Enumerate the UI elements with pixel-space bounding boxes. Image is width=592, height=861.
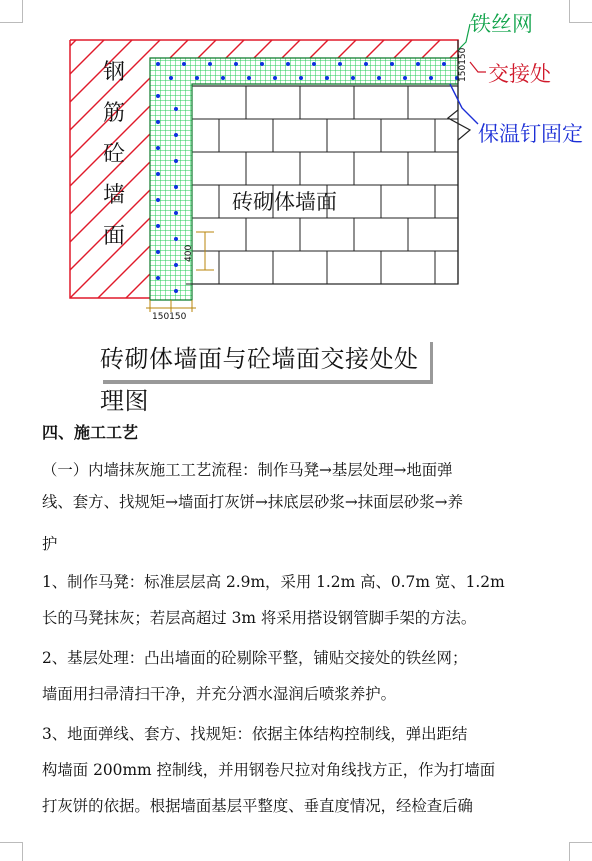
insulation-nail-dot xyxy=(325,76,329,80)
insulation-nail-dot xyxy=(208,62,212,66)
insulation-nail-dot xyxy=(221,76,225,80)
figure-caption: 砖砌体墙面与砼墙面交接处处理图 xyxy=(100,338,430,380)
brick-wall xyxy=(186,86,458,284)
hatch-line xyxy=(0,20,152,320)
insulation-nail-dot xyxy=(174,263,178,267)
wall-label-char: 墙 xyxy=(102,183,125,208)
hatch-line xyxy=(0,20,68,320)
dimension-400: 400 xyxy=(184,244,194,262)
insulation-nail-dot xyxy=(429,76,433,80)
insulation-nail-dot xyxy=(416,62,420,66)
paragraph-line: 墙面用扫帚清扫干净，并充分洒水湿润后喷浆养护。 xyxy=(42,685,396,703)
hatch-line xyxy=(580,20,592,320)
leader-junction xyxy=(470,62,486,72)
wall-label-char: 钢 xyxy=(102,60,125,85)
insulation-nail-dot xyxy=(174,237,178,241)
paragraph-line: 构墙面 200mm 控制线，并用钢卷尺拉对角线找方正，作为打墙面 xyxy=(42,761,496,779)
paragraph-line: 3、地面弹线、套方、找规矩：依据主体结构控制线，弹出距结 xyxy=(42,725,468,743)
insulation-nail-dot xyxy=(156,198,160,202)
rebar-concrete-wall-label xyxy=(100,52,128,257)
paragraph-line: （一）内墙抹灰施工工艺流程：制作马凳→基层处理→地面弹 xyxy=(42,461,453,479)
leader-wire-mesh xyxy=(458,24,470,50)
insulation-nail-dot xyxy=(299,76,303,80)
dimension-bottom: 150150 xyxy=(152,312,187,322)
crop-mark-bottom-right xyxy=(569,842,592,861)
insulation-nail-dot xyxy=(156,224,160,228)
brick-wall-label: 砖砌体墙面 xyxy=(232,190,337,214)
dimension-right: 150150 xyxy=(458,47,468,82)
paragraph-line: 线、套方、找规矩→墙面打灰饼→抹底层砂浆→抹面层砂浆→养 xyxy=(42,493,463,511)
insulation-nail-dot xyxy=(195,76,199,80)
hatch-line xyxy=(0,20,40,320)
insulation-nail-dot xyxy=(390,62,394,66)
insulation-nail-dot xyxy=(174,289,178,293)
insulation-nail-dot xyxy=(234,62,238,66)
section-title: 四、施工工艺 xyxy=(42,423,139,442)
insulation-nail-dot xyxy=(156,94,160,98)
paragraph-line: 护 xyxy=(42,535,58,553)
insulation-nail-dot xyxy=(169,76,173,80)
insulation-nail-dot xyxy=(273,76,277,80)
insulation-nail-dot xyxy=(174,107,178,111)
paragraph-line: 1、制作马凳：标准层层高 2.9m，采用 1.2m 高、0.7m 宽、1.2m xyxy=(42,573,505,591)
wall-label-char: 砼 xyxy=(102,142,125,167)
insulation-nail-dot xyxy=(377,76,381,80)
insulation-nail-dot xyxy=(174,159,178,163)
wall-label-char: 筋 xyxy=(102,101,125,126)
hatch-line xyxy=(552,20,592,320)
wall-label-char: 面 xyxy=(102,224,125,249)
paragraph-line: 打灰饼的依据。根据墙面基层平整度、垂直度情况，经检查后确 xyxy=(42,797,473,815)
crop-mark-bottom-left xyxy=(0,842,23,861)
insulation-nail-dot xyxy=(351,76,355,80)
insulation-nail-dot xyxy=(247,76,251,80)
insulation-nail-dot xyxy=(156,146,160,150)
insulation-nail-dot xyxy=(156,250,160,254)
junction-label: 交接处 xyxy=(488,62,551,86)
insulation-nail-dot xyxy=(174,185,178,189)
paragraph-line: 2、基层处理：凸出墙面的砼剔除平整，铺贴交接处的铁丝网； xyxy=(42,649,468,667)
hatch-line xyxy=(0,20,12,320)
wire-mesh-label: 铁丝网 xyxy=(470,12,533,36)
insulation-nail-dot xyxy=(442,62,446,66)
hatch-line xyxy=(0,20,96,320)
insulation-nail-dot xyxy=(174,211,178,215)
insulation-nail-dot xyxy=(260,62,264,66)
insulation-nail-dot xyxy=(156,276,160,280)
insulation-nail-dot xyxy=(174,133,178,137)
insulation-nail-dot xyxy=(156,172,160,176)
insulation-nail-dot xyxy=(286,62,290,66)
insulation-nail-dot xyxy=(156,120,160,124)
insulation-nail-dot xyxy=(312,62,316,66)
insulation-nail-dot xyxy=(364,62,368,66)
insulation-nail-dot xyxy=(338,62,342,66)
paragraph-line: 长的马凳抹灰；若层高超过 3m 将采用搭设钢管脚手架的方法。 xyxy=(42,609,477,627)
insulation-nail-dot xyxy=(403,76,407,80)
insulation-nail-label: 保温钉固定 xyxy=(478,122,583,146)
insulation-nail-dot xyxy=(156,62,160,66)
insulation-nail-dot xyxy=(182,62,186,66)
